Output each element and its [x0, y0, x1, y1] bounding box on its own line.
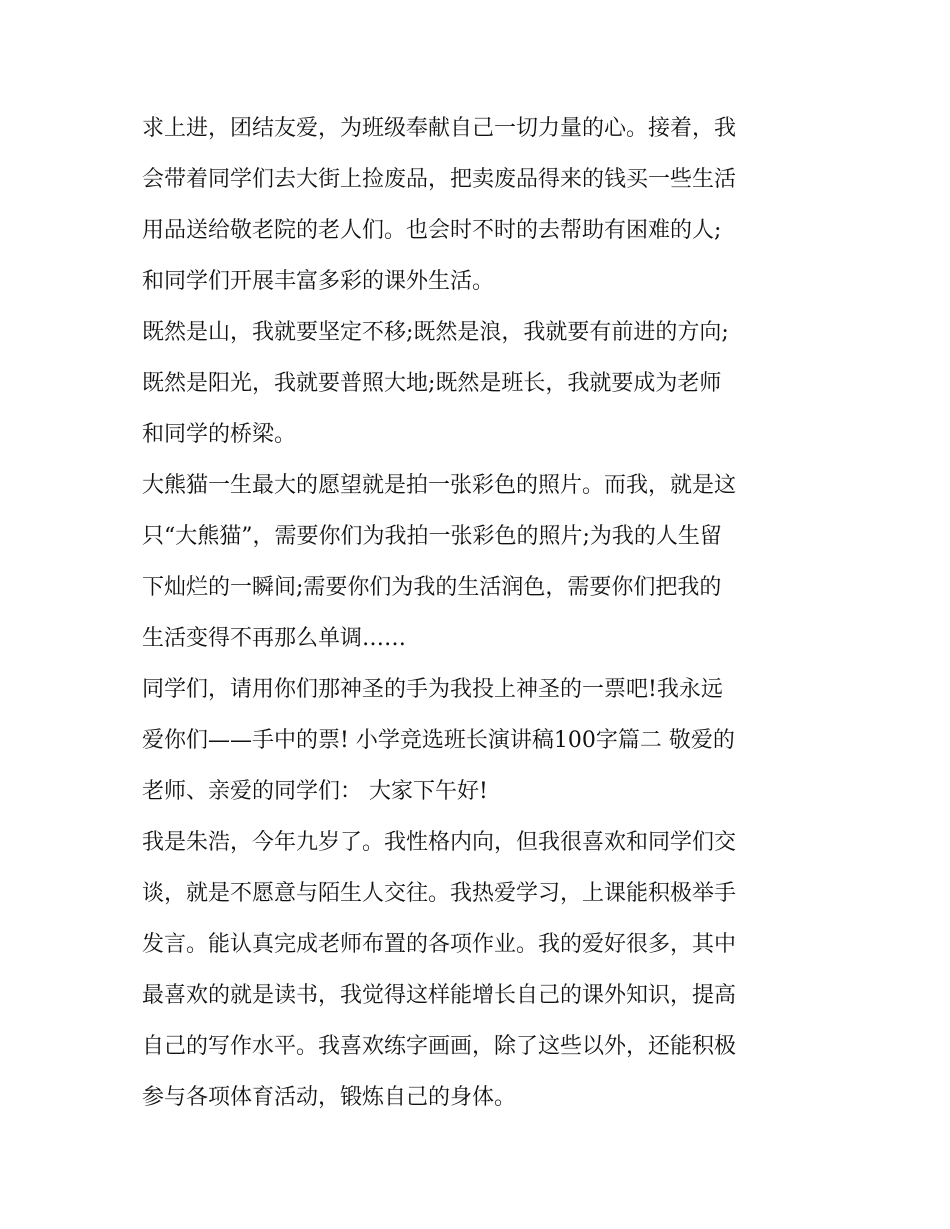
paragraph	[142, 103, 812, 307]
text-line: 我是朱浩，今年九岁了。我性格内向，但我很喜欢和同学们交	[142, 830, 737, 855]
text-line: 同学们，请用你们那神圣的手为我投上神圣的一票吧!我永远	[142, 677, 723, 702]
text-line: 求上进，团结友爱，为班级奉献自己一切力量的心。接着，我	[142, 116, 737, 141]
text-line: 既然是山，我就要坚定不移;既然是浪，我就要有前进的方向;	[142, 320, 729, 345]
paragraph	[142, 664, 812, 817]
text-line: 只“大熊猫”，需要你们为我拍一张彩色的照片;为我的人生留	[142, 524, 722, 549]
text-line: 自己的写作水平。我喜欢练字画画，除了这些以外，还能积极	[142, 1034, 737, 1059]
text-line: 生活变得不再那么单调……	[142, 626, 407, 651]
text-line: 会带着同学们去大街上捡废品，把卖废品得来的钱买一些生活	[142, 167, 737, 192]
text-line: 发言。能认真完成老师布置的各项作业。我的爱好很多，其中	[142, 932, 737, 957]
text-line: 用品送给敬老院的老人们。也会时不时的去帮助有困难的人;	[142, 218, 722, 243]
document-body	[142, 103, 812, 1123]
text-line: 下灿烂的一瞬间;需要你们为我的生活润色，需要你们把我的	[142, 575, 722, 600]
text-line: 谈，就是不愿意与陌生人交往。我热爱学习，上课能积极举手	[142, 881, 737, 906]
text-line: 最喜欢的就是读书，我觉得这样能增长自己的课外知识，提高	[142, 983, 737, 1008]
text-line: 老师、亲爱的同学们： 大家下午好!	[142, 779, 488, 804]
text-line: 既然是阳光，我就要普照大地;既然是班长，我就要成为老师	[142, 371, 722, 396]
text-line: 和同学们开展丰富多彩的课外生活。	[142, 269, 495, 294]
text-line: 爱你们——手中的票! 小学竞选班长演讲稿100字篇二 敬爱的	[142, 728, 735, 753]
text-line: 参与各项体育活动，锻炼自己的身体。	[142, 1085, 517, 1110]
paragraph	[142, 307, 812, 460]
text-line: 和同学的桥梁。	[142, 422, 297, 447]
paragraph	[142, 817, 812, 1123]
paragraph	[142, 460, 812, 664]
text-line: 大熊猫一生最大的愿望就是拍一张彩色的照片。而我，就是这	[142, 473, 737, 498]
